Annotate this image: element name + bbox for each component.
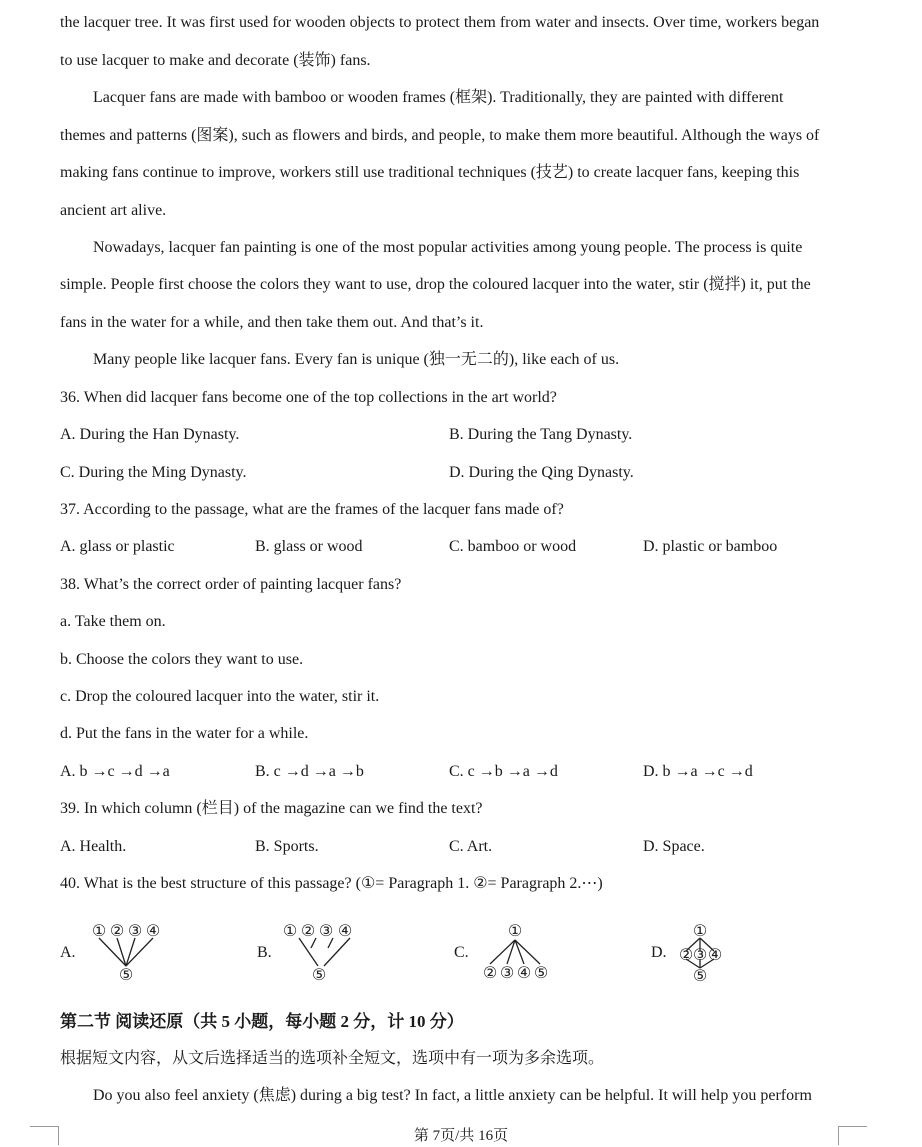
q38-option-b: B. c →d →a →b bbox=[255, 763, 364, 780]
structure-diagram-c bbox=[476, 918, 556, 984]
q36-option-c: C. During the Ming Dynasty. bbox=[60, 464, 247, 481]
svg-text:④: ④ bbox=[516, 963, 532, 982]
svg-text:③: ③ bbox=[692, 945, 708, 964]
q39-option-c: C. Art. bbox=[449, 838, 493, 855]
question-40-stem: 40. What is the best structure of this passage? (①= Paragraph 1. ②= Paragraph 2.⋯) bbox=[60, 875, 603, 892]
q37-option-d: D. plastic or bamboo bbox=[643, 538, 778, 555]
q38-step-a: a. Take them on. bbox=[60, 613, 166, 630]
page-corner-mark-right bbox=[838, 1126, 867, 1145]
svg-text:④: ④ bbox=[145, 921, 161, 940]
question-38-stem: 38. What’s the correct order of painting lacquer fans? bbox=[60, 576, 402, 593]
question-36-stem: 36. When did lacquer fans become one of the top collections in the art world? bbox=[60, 389, 557, 406]
passage-line: Many people like lacquer fans. Every fan is unique (独一无二的), like each of us. bbox=[93, 351, 620, 368]
q38-step-c: c. Drop the coloured lacquer into the water, stir it. bbox=[60, 688, 380, 705]
q40-option-b-label: B. bbox=[257, 944, 272, 961]
q40-option-a-label: A. bbox=[60, 944, 76, 961]
q39-option-b: B. Sports. bbox=[255, 838, 319, 855]
structure-diagram-d bbox=[672, 918, 732, 984]
q38-step-b: b. Choose the colors they want to use. bbox=[60, 651, 304, 668]
q40-option-d-label: D. bbox=[651, 944, 667, 961]
q36-option-d: D. During the Qing Dynasty. bbox=[449, 464, 634, 481]
passage-line: making fans continue to improve, workers still use traditional techniques (技艺) to create lacquer fans, keeping this bbox=[60, 164, 800, 181]
passage-line: fans in the water for a while, and then take them out. And that’s it. bbox=[60, 314, 484, 331]
passage-line: the lacquer tree. It was first used for wooden objects to protect them from water and insects. Over time, workers began bbox=[60, 14, 820, 31]
q38-option-c: C. c →b →a →d bbox=[449, 763, 558, 780]
svg-text:④: ④ bbox=[337, 921, 353, 940]
svg-text:⑤: ⑤ bbox=[311, 965, 327, 984]
question-37-stem: 37. According to the passage, what are the frames of the lacquer fans made of? bbox=[60, 501, 564, 518]
q37-option-a: A. glass or plastic bbox=[60, 538, 175, 555]
q39-option-d: D. Space. bbox=[643, 838, 705, 855]
q38-option-d: D. b →a →c →d bbox=[643, 763, 753, 780]
passage-line: Nowadays, lacquer fan painting is one of the most popular activities among young people. The process is quite bbox=[93, 239, 803, 256]
svg-text:②: ② bbox=[482, 963, 498, 982]
q36-option-b: B. During the Tang Dynasty. bbox=[449, 426, 633, 443]
structure-diagram-a bbox=[86, 918, 170, 984]
passage-line: ancient art alive. bbox=[60, 202, 167, 219]
svg-text:⑤: ⑤ bbox=[118, 965, 134, 984]
svg-text:③: ③ bbox=[499, 963, 515, 982]
svg-text:②: ② bbox=[109, 921, 125, 940]
q38-option-a: A. b →c →d →a bbox=[60, 763, 170, 780]
svg-text:③: ③ bbox=[127, 921, 143, 940]
svg-text:④: ④ bbox=[707, 945, 723, 964]
svg-text:①: ① bbox=[507, 921, 523, 940]
svg-text:③: ③ bbox=[318, 921, 334, 940]
q36-option-a: A. During the Han Dynasty. bbox=[60, 426, 240, 443]
svg-text:①: ① bbox=[692, 921, 708, 940]
svg-text:②: ② bbox=[300, 921, 316, 940]
q37-option-c: C. bamboo or wood bbox=[449, 538, 577, 555]
q37-option-b: B. glass or wood bbox=[255, 538, 363, 555]
q39-option-a: A. Health. bbox=[60, 838, 127, 855]
page-number: 第 7页/共 16页 bbox=[413, 1128, 509, 1144]
passage-line: to use lacquer to make and decorate (装饰) fans. bbox=[60, 52, 371, 69]
q40-option-c-label: C. bbox=[454, 944, 469, 961]
section-instruction: 根据短文内容，从文后选择适当的选项补全短文，选项中有一项为多余选项。 bbox=[60, 1050, 605, 1067]
svg-text:⑤: ⑤ bbox=[533, 963, 549, 982]
structure-diagram-b bbox=[281, 918, 365, 984]
svg-text:①: ① bbox=[282, 921, 298, 940]
passage-line: Do you also feel anxiety (焦虑) during a big test? In fact, a little anxiety can be helpful. It will help you perform bbox=[93, 1087, 812, 1104]
question-39-stem: 39. In which column (栏目) of the magazine can we find the text? bbox=[60, 800, 483, 817]
passage-line: simple. People first choose the colors they want to use, drop the coloured lacquer into the water, stir (搅拌) it, put the bbox=[60, 276, 811, 293]
svg-text:②: ② bbox=[678, 945, 694, 964]
passage-line: themes and patterns (图案), such as flowers and birds, and people, to make them more beautiful. Although the ways of bbox=[60, 127, 820, 144]
q38-step-d: d. Put the fans in the water for a while. bbox=[60, 725, 309, 742]
section-heading: 第二节 阅读还原（共 5 小题，每小题 2 分，计 10 分） bbox=[60, 1012, 464, 1031]
svg-text:①: ① bbox=[91, 921, 107, 940]
passage-line: Lacquer fans are made with bamboo or wooden frames (框架). Traditionally, they are painted with different bbox=[93, 89, 784, 106]
svg-text:⑤: ⑤ bbox=[692, 966, 708, 984]
